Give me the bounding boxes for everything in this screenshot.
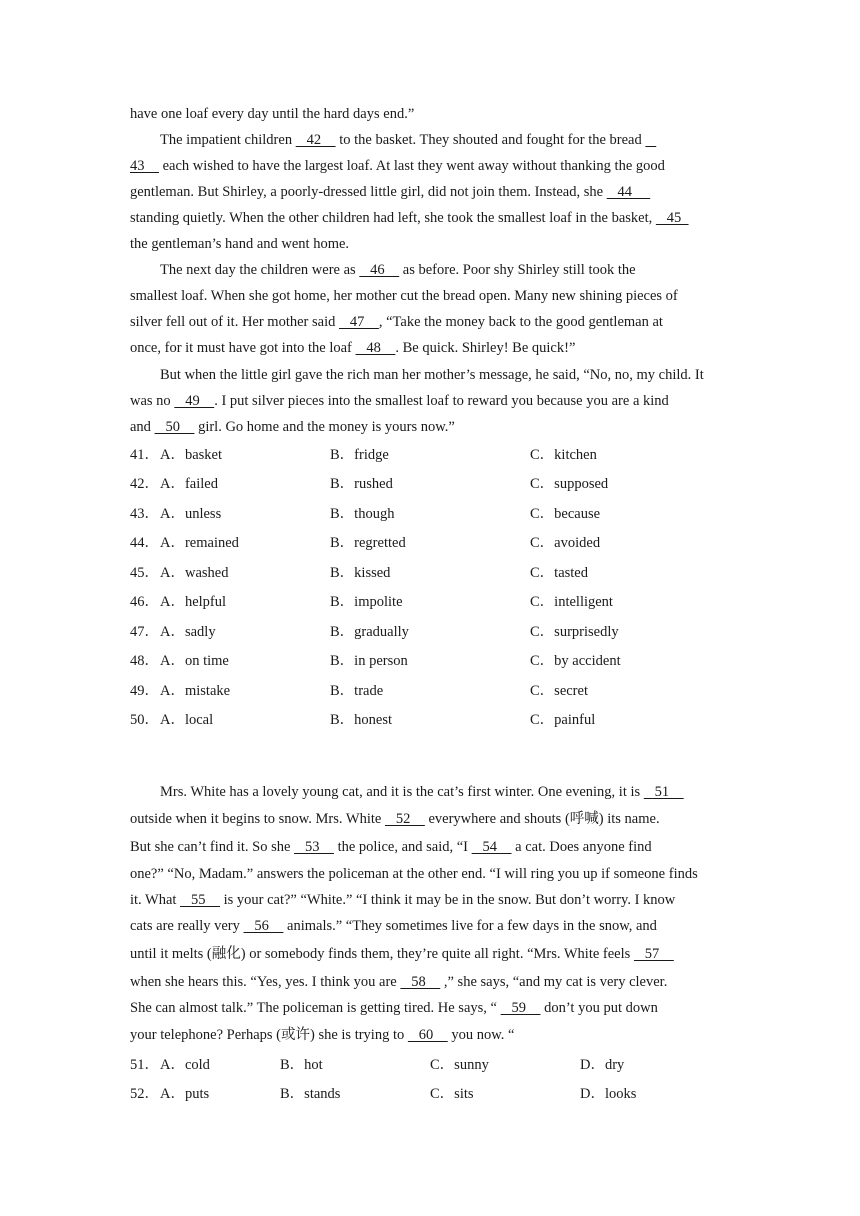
passage-text: a cat. Does anyone find [511, 839, 652, 855]
passage-line [130, 998, 658, 1018]
option-a: A．cold [160, 1057, 210, 1073]
passage-text: silver fell out of it. Her mother said [130, 314, 339, 330]
passage-line [160, 365, 704, 385]
passage-text: until it melts (融化) or somebody finds them, they’re quite all right. “Mrs. White feels [130, 946, 634, 962]
option-c: C．because [530, 506, 601, 522]
passage-text: gentleman. But Shirley, a poorly-dressed little girl, did not join them. Instead, she [130, 184, 607, 200]
answer-blank: 54 [471, 839, 512, 855]
passage-line [130, 837, 652, 857]
passage-text: But when the little girl gave the rich man her mother’s message, he said, “No, no, my child. It [160, 367, 704, 383]
passage-text: you now. “ [447, 1027, 515, 1043]
passage-text: when she hears this. “Yes, yes. I think you are [130, 974, 401, 990]
option-a: A．unless [160, 506, 222, 522]
passage-text: . I put silver pieces into the smallest loaf to reward you because you are a kind [214, 393, 669, 409]
option-c: C．kitchen [530, 447, 597, 463]
option-c: C．sits [430, 1086, 474, 1102]
option-b: B．trade [330, 683, 384, 699]
passage-line [130, 182, 650, 202]
option-c: C．tasted [530, 565, 588, 581]
question-number: 43． [130, 506, 159, 522]
option-a: A．local [160, 712, 214, 728]
passage-text: one?” “No, Madam.” answers the policeman at the other end. “I will ring you up if someone finds [130, 866, 698, 882]
option-a: A．failed [160, 476, 218, 492]
passage-line [130, 208, 689, 228]
option-b: B．hot [280, 1057, 323, 1073]
answer-blank: 60 [407, 1027, 448, 1043]
passage-text: is your cat?” “White.” “I think it may be in the snow. But don’t worry. I know [219, 892, 676, 908]
answer-blank: 45 [655, 210, 689, 226]
passage-text: outside when it begins to snow. Mrs. White [130, 811, 385, 827]
answer-blank: 59 [500, 1000, 541, 1016]
passage-line [160, 130, 656, 150]
question-number: 47． [130, 624, 159, 640]
answer-blank: 50 [154, 419, 195, 435]
passage-text: the police, and said, “I [333, 839, 472, 855]
option-c: C．secret [530, 683, 588, 699]
option-b: B．kissed [330, 565, 391, 581]
option-a: A．basket [160, 447, 223, 463]
passage-text: it. What [130, 892, 181, 908]
passage-line [130, 890, 675, 910]
passage-line [130, 234, 349, 254]
question-number: 48． [130, 653, 159, 669]
option-a: A．remained [160, 535, 239, 551]
option-b: B．fridge [330, 447, 389, 463]
passage-text: cats are really very [130, 918, 244, 934]
answer-blank: 49 [174, 393, 215, 409]
passage-text: and [130, 419, 155, 435]
option-c: C．surprisedly [530, 624, 619, 640]
passage-text: Mrs. White has a lovely young cat, and it is the cat’s first winter. One evening, it is [160, 784, 644, 800]
passage-text: smallest loaf. When she got home, her mother cut the bread open. Many new shining pieces of [130, 288, 678, 304]
question-number: 45． [130, 565, 159, 581]
question-number: 46． [130, 594, 159, 610]
option-c: C．intelligent [530, 594, 613, 610]
passage-line [130, 916, 657, 936]
passage-text: standing quietly. When the other children had left, she took the smallest loaf in the basket, [130, 210, 656, 226]
passage-line [130, 312, 663, 332]
answer-blank: 57 [633, 946, 674, 962]
option-b: B．impolite [330, 594, 403, 610]
answer-blank: 42 [295, 132, 336, 148]
passage-text: don’t you put down [540, 1000, 658, 1016]
passage-text: each wished to have the largest loaf. At last they went away without thanking the good [159, 158, 665, 174]
passage-line [130, 104, 414, 124]
answer-blank: 56 [243, 918, 284, 934]
passage-text: She can almost talk.” The policeman is getting tired. He says, “ [130, 1000, 501, 1016]
option-c: C．painful [530, 712, 596, 728]
answer-blank: 43 [130, 158, 159, 174]
passage-text: your telephone? Perhaps (或许) she is trying to [130, 1027, 408, 1043]
option-b: B．though [330, 506, 395, 522]
passage-text: to the basket. They shouted and fought for the bread [335, 132, 646, 148]
question-number: 52． [130, 1086, 159, 1102]
option-b: B．regretted [330, 535, 406, 551]
passage-text: once, for it must have got into the loaf [130, 340, 356, 356]
passage-line [130, 156, 665, 176]
answer-blank: 46 [359, 262, 400, 278]
option-a: A．mistake [160, 683, 231, 699]
passage-line [160, 260, 636, 280]
passage-line [130, 864, 698, 884]
option-b: B．honest [330, 712, 393, 728]
option-a: A．washed [160, 565, 229, 581]
passage-line [130, 944, 674, 964]
passage-line [130, 1025, 514, 1045]
option-b: B．rushed [330, 476, 393, 492]
question-number: 51． [130, 1057, 159, 1073]
passage-line [130, 286, 678, 306]
option-d: D．dry [580, 1057, 625, 1073]
question-number: 42． [130, 476, 159, 492]
option-c: C．avoided [530, 535, 601, 551]
passage-text: was no [130, 393, 175, 409]
passage-text: The impatient children [160, 132, 296, 148]
question-number: 50． [130, 712, 159, 728]
passage-text: girl. Go home and the money is yours now.” [194, 419, 455, 435]
option-a: A．sadly [160, 624, 216, 640]
answer-blank: 51 [643, 784, 684, 800]
answer-blank: 48 [355, 340, 396, 356]
option-c: C．sunny [430, 1057, 489, 1073]
option-b: B．in person [330, 653, 408, 669]
passage-text: as before. Poor shy Shirley still took the [399, 262, 636, 278]
passage-text: have one loaf every day until the hard days end.” [130, 106, 415, 122]
passage-line [160, 782, 684, 802]
passage-line [130, 972, 667, 992]
passage-text: the gentleman’s hand and went home. [130, 236, 350, 252]
question-number: 49． [130, 683, 159, 699]
passage-text: everywhere and shouts (呼喊) its name. [424, 811, 660, 827]
option-b: B．stands [280, 1086, 341, 1102]
option-a: A．helpful [160, 594, 227, 610]
option-d: D．looks [580, 1086, 637, 1102]
passage-line [130, 417, 455, 437]
passage-line [130, 809, 660, 829]
answer-blank: 55 [180, 892, 220, 908]
answer-blank: 53 [294, 839, 334, 855]
answer-blank [645, 130, 656, 150]
passage-line [130, 391, 669, 411]
passage-text: , “Take the money back to the good gentleman at [378, 314, 663, 330]
passage-text: . Be quick. Shirley! Be quick!” [395, 340, 576, 356]
passage-line [130, 338, 575, 358]
option-a: A．puts [160, 1086, 210, 1102]
answer-blank: 52 [384, 811, 425, 827]
answer-blank: 44 [606, 184, 651, 200]
passage-text: The next day the children were as [160, 262, 360, 278]
answer-blank: 58 [400, 974, 441, 990]
question-number: 41． [130, 447, 159, 463]
option-c: C．by accident [530, 653, 621, 669]
passage-text: ,” she says, “and my cat is very clever. [440, 974, 668, 990]
passage-text: But she can’t find it. So she [130, 839, 295, 855]
option-a: A．on time [160, 653, 229, 669]
option-c: C．supposed [530, 476, 609, 492]
answer-blank: 47 [339, 314, 379, 330]
passage-text: animals.” “They sometimes live for a few days in the snow, and [283, 918, 657, 934]
option-b: B．gradually [330, 624, 409, 640]
question-number: 44． [130, 535, 159, 551]
